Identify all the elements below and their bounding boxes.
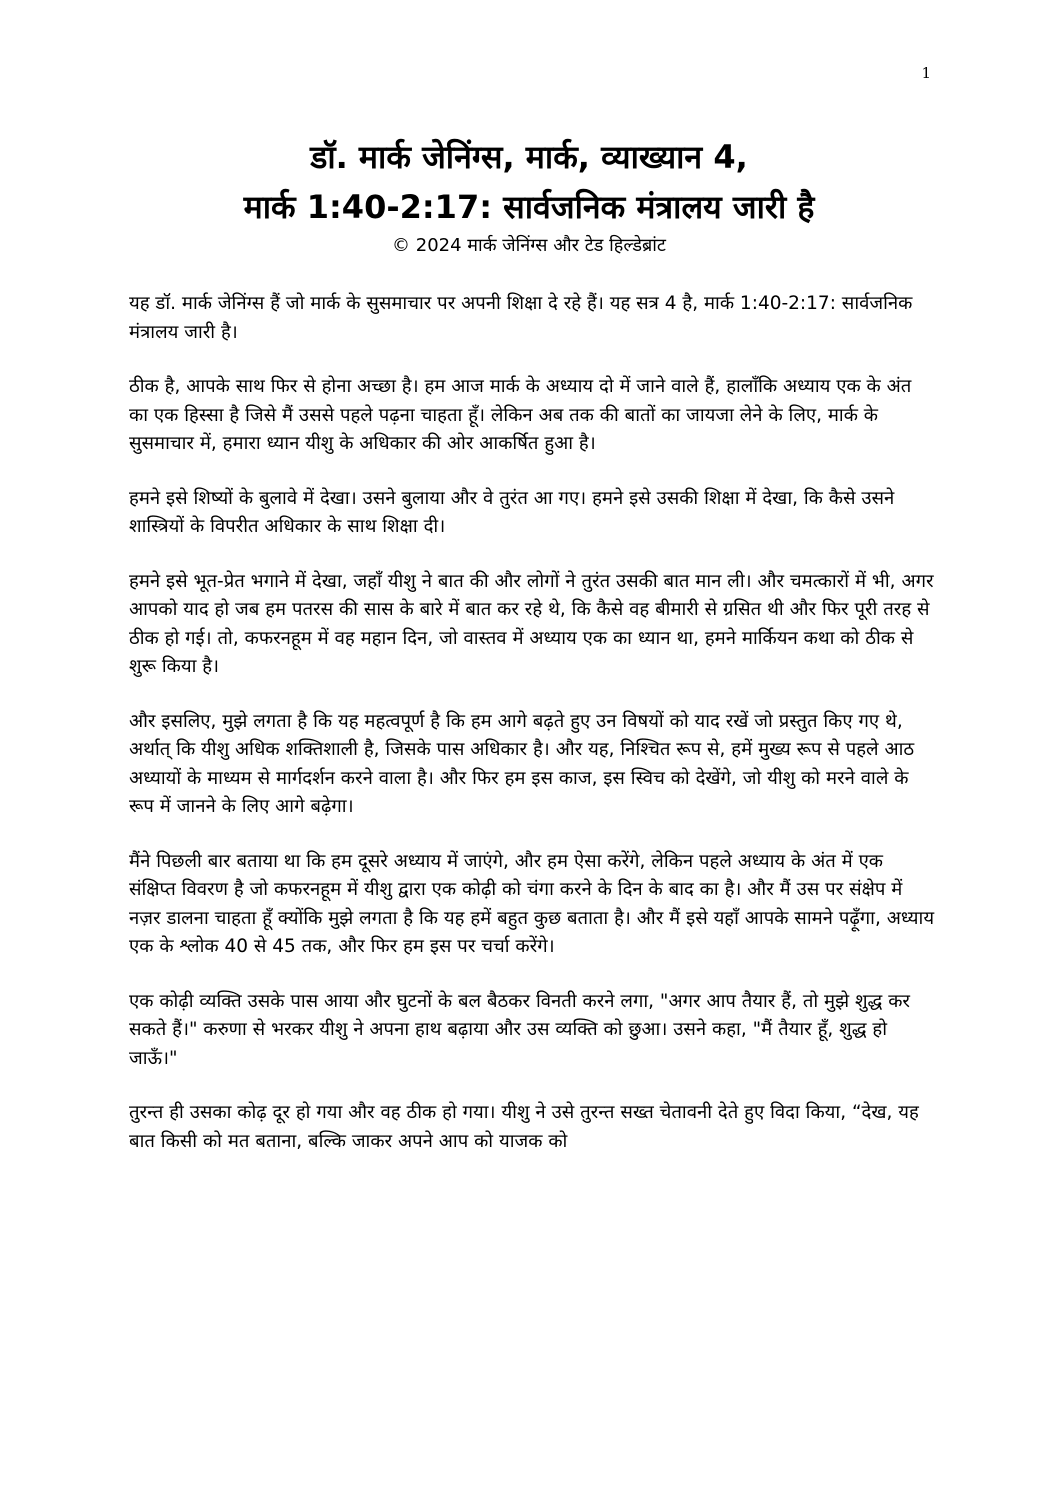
page-number: 1 [921,64,931,82]
paragraph: ठीक है, आपके साथ फिर से होना अच्छा है। हम आज मार्क के अध्याय दो में जाने वाले हैं, हालाँकि अध्याय एक के अंत का एक हिस्सा है जिसे मैं उससे पहले पढ़ना चाहता हूँ। लेकिन अब तक की बातों का जायजा लेने के लिए, मार्क के सुसमाचार में, हमारा ध्यान यीशु के अधिकार की ओर आकर्षित हुआ है। [129,376,912,454]
document-title-line-1: डॉ. मार्क जेनिंग्स, मार्क, व्याख्यान 4, [310,138,748,176]
title-block [96,132,962,260]
paragraph: तुरन्त ही उसका कोढ़ दूर हो गया और वह ठीक हो गया। यीशु ने उसे तुरन्त सख्त चेतावनी देते हुए विदा किया, “देख, यह बात किसी को मत बताना, बल्कि जाकर अपने आप को याजक को [129,1102,919,1152]
paragraph: और इसलिए, मुझे लगता है कि यह महत्वपूर्ण है कि हम आगे बढ़ते हुए उन विषयों को याद रखें जो प्रस्तुत किए गए थे, अर्थात् कि यीशु अधिक शक्तिशाली है, जिसके पास अधिकार है। और यह, निश्चित रूप से, हमें मुख्य रूप से पहले आठ अध्यायों के माध्यम से मार्गदर्शन करने वाला है। और फिर हम इस काज, इस स्विच को देखेंगे, जो यीशु को मरने वाले के रूप में जानने के लिए आगे बढ़ेगा। [129,710,915,817]
copyright-notice: © 2024 मार्क जेनिंग्स और टेड हिल्डेब्रांट [392,235,666,256]
paragraph: हमने इसे शिष्यों के बुलावे में देखा। उसने बुलाया और वे तुरंत आ गए। हमने इसे उसकी शिक्षा में देखा, कि कैसे उसने शास्त्रियों के विपरीत अधिकार के साथ शिक्षा दी। [129,487,895,537]
paragraph: मैंने पिछली बार बताया था कि हम दूसरे अध्याय में जाएंगे, और हम ऐसा करेंगे, लेकिन पहले अध्याय के अंत में एक संक्षिप्त विवरण है जो कफरनहूम में यीशु द्वारा एक कोढ़ी को चंगा करने के दिन के बाद का है। और मैं उस पर संक्षेप में नज़र डालना चाहता हूँ क्योंकि मुझे लगता है कि यह हमें बहुत कुछ बताता है। और मैं इसे यहाँ आपके सामने पढ़ूँगा, अध्याय एक के श्लोक 40 से 45 तक, और फिर हम इस पर चर्चा करेंगे। [129,850,935,957]
paragraph: यह डॉ. मार्क जेनिंग्स हैं जो मार्क के सुसमाचार पर अपनी शिक्षा दे रहे हैं। यह सत्र 4 है, मार्क 1:40-2:17: सार्वजनिक मंत्रालय जारी है। [129,293,913,343]
paragraph: एक कोढ़ी व्यक्ति उसके पास आया और घुटनों के बल बैठकर विनती करने लगा, "अगर आप तैयार हैं, तो मुझे शुद्ध कर सकते हैं।" करुणा से भरकर यीशु ने अपना हाथ बढ़ाया और उस व्यक्ति को छुआ। उसने कहा, "मैं तैयार हूँ, शुद्ध हो जाऊँ।" [129,990,910,1069]
paragraph: हमने इसे भूत-प्रेत भगाने में देखा, जहाँ यीशु ने बात की और लोगों ने तुरंत उसकी बात मान ली। और चमत्कारों में भी, अगर आपको याद हो जब हम पतरस की सास के बारे में बात कर रहे थे, कि कैसे वह बीमारी से ग्रसित थी और फिर पूरी तरह से ठीक हो गई। तो, कफरनहूम में वह महान दिन, जो वास्तव में अध्याय एक का ध्यान था, हमने मार्कियन कथा को ठीक से शुरू किया है। [129,570,934,677]
document-body [129,290,935,1182]
document-title-line-2: मार्क 1:40-2:17: सार्वजनिक मंत्रालय जारी है [243,188,815,226]
